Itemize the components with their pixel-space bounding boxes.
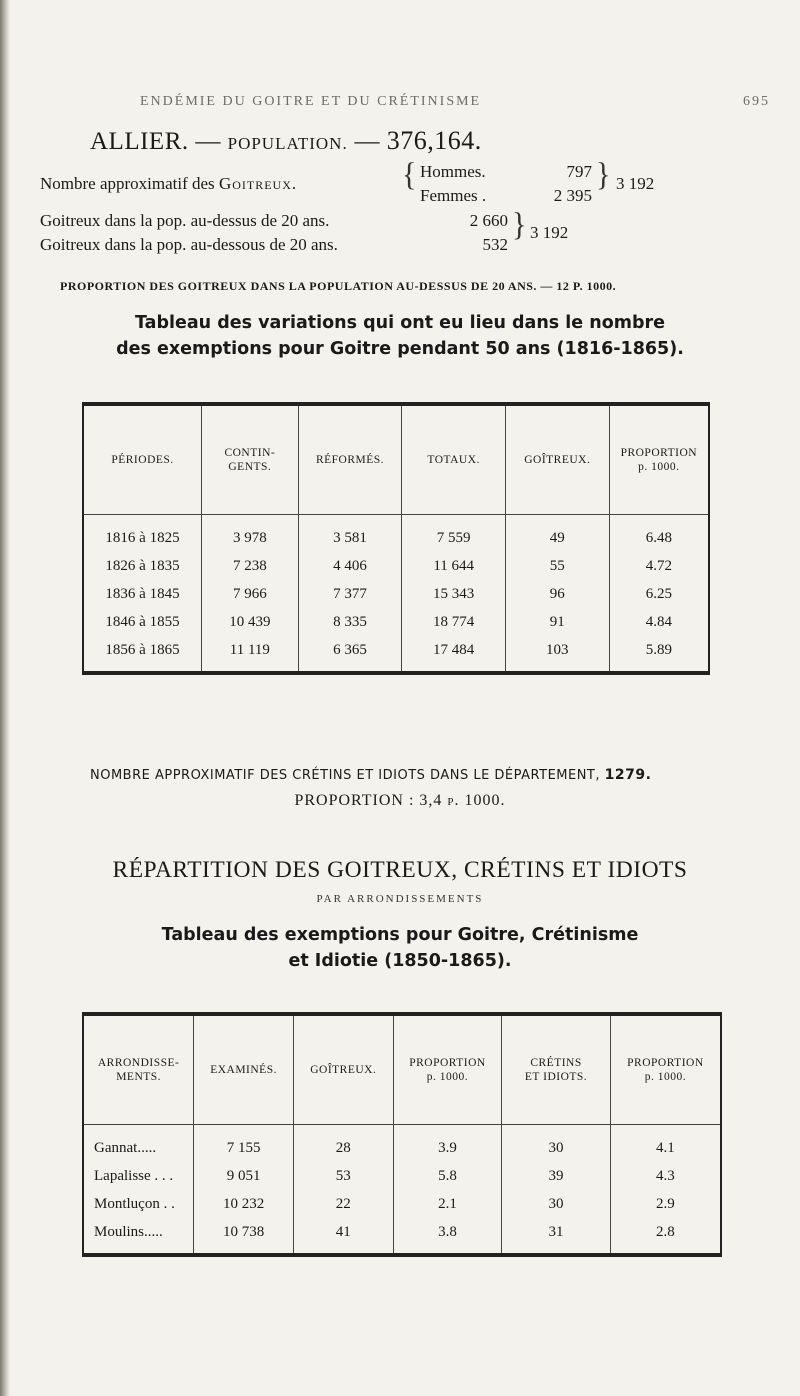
table-header-row <box>83 1014 721 1124</box>
proportion-line: PROPORTION DES GOITREUX DANS LA POPULATION AU-DESSUS DE 20 ANS. — 12 P. 1000. <box>60 279 617 293</box>
table-row: 1826 à 1835 7 238 4 406 11 644 55 4.72 <box>83 553 709 581</box>
table-row: 1856 à 1865 11 119 6 365 17 484 103 5.89 <box>83 637 709 673</box>
col-header: GOÎTREUX. <box>505 404 609 514</box>
col-header: CONTIN- GENTS. <box>202 404 299 514</box>
estimate-label: Nombre approximatif des Goitreux. <box>40 174 297 193</box>
cretins-note: NOMBRE APPROXIMATIF DES CRÉTINS ET IDIOTS DANS LE DÉPARTEMENT, 1279. <box>90 767 652 783</box>
estimate-total: 3 192 <box>616 174 655 193</box>
title-dash-2: — <box>354 128 380 155</box>
age-split-total: 3 192 <box>530 223 569 242</box>
col-header: RÉFORMÉS. <box>298 404 402 514</box>
population-label: POPULATION. <box>227 134 348 153</box>
brace-icon: { <box>402 156 417 193</box>
table1-title: Tableau des variations qui ont eu lieu dans le nombre des exemptions pour Goitre pendant 50 ans (1816-1865). <box>116 313 684 359</box>
page-edge-shadow <box>0 0 10 1396</box>
below-20-label: Goitreux dans la pop. au-dessous de 20 ans. <box>40 235 338 254</box>
brace-close-icon-2: } <box>512 206 527 243</box>
col-header: CRÉTINS ET IDIOTS. <box>502 1014 610 1124</box>
section-subtitle: PAR ARRONDISSEMENTS <box>316 893 484 905</box>
brace-close-icon: } <box>596 156 611 193</box>
running-title: ENDÉMIE DU GOITRE ET DU CRÉTINISME <box>140 94 482 109</box>
department-name: ALLIER. <box>90 128 189 155</box>
women-value: 2 395 <box>553 186 592 205</box>
table-row: Gannat..... 7 155 28 3.9 30 4.1 <box>83 1124 721 1163</box>
table-header-row <box>83 404 709 514</box>
col-header: GOÎTREUX. <box>293 1014 393 1124</box>
cretins-proportion: PROPORTION : 3,4 p. 1000. <box>294 792 506 809</box>
col-header: PROPORTION p. 1000. <box>393 1014 502 1124</box>
arrondissements-table <box>82 1012 722 1257</box>
running-head <box>140 94 770 110</box>
col-header: PÉRIODES. <box>83 404 202 514</box>
col-header: PROPORTION p. 1000. <box>609 404 709 514</box>
page-number: 695 <box>743 94 770 109</box>
col-header: ARRONDISSE- MENTS. <box>83 1014 194 1124</box>
population-value: 376,164. <box>386 126 482 155</box>
col-header: PROPORTION p. 1000. <box>610 1014 721 1124</box>
exemptions-table <box>82 402 710 675</box>
above-20-value: 2 660 <box>469 211 508 230</box>
table2-title: Tableau des exemptions pour Goitre, Crétinisme et Idiotie (1850-1865). <box>161 925 639 971</box>
col-header: EXAMINÉS. <box>194 1014 294 1124</box>
women-label: Femmes . <box>420 186 487 205</box>
men-label: Hommes. <box>420 162 486 181</box>
below-20-value: 532 <box>482 235 508 254</box>
table-row: 1846 à 1855 10 439 8 335 18 774 91 4.84 <box>83 609 709 637</box>
title-dash: — <box>195 128 221 155</box>
men-value: 797 <box>566 162 592 181</box>
col-header: TOTAUX. <box>402 404 506 514</box>
table-row: Moulins..... 10 738 41 3.8 31 2.8 <box>83 1219 721 1255</box>
table-row: Montluçon . . 10 232 22 2.1 30 2.9 <box>83 1191 721 1219</box>
page-title <box>90 126 482 156</box>
table-row: Lapalisse . . . 9 051 53 5.8 39 4.3 <box>83 1163 721 1191</box>
section-title: RÉPARTITION DES GOITREUX, CRÉTINS ET IDIOTS <box>112 857 688 883</box>
above-20-label: Goitreux dans la pop. au-dessus de 20 ans. <box>40 211 330 230</box>
table-row: 1816 à 1825 3 978 3 581 7 559 49 6.48 <box>83 514 709 553</box>
table-row: 1836 à 1845 7 966 7 377 15 343 96 6.25 <box>83 581 709 609</box>
